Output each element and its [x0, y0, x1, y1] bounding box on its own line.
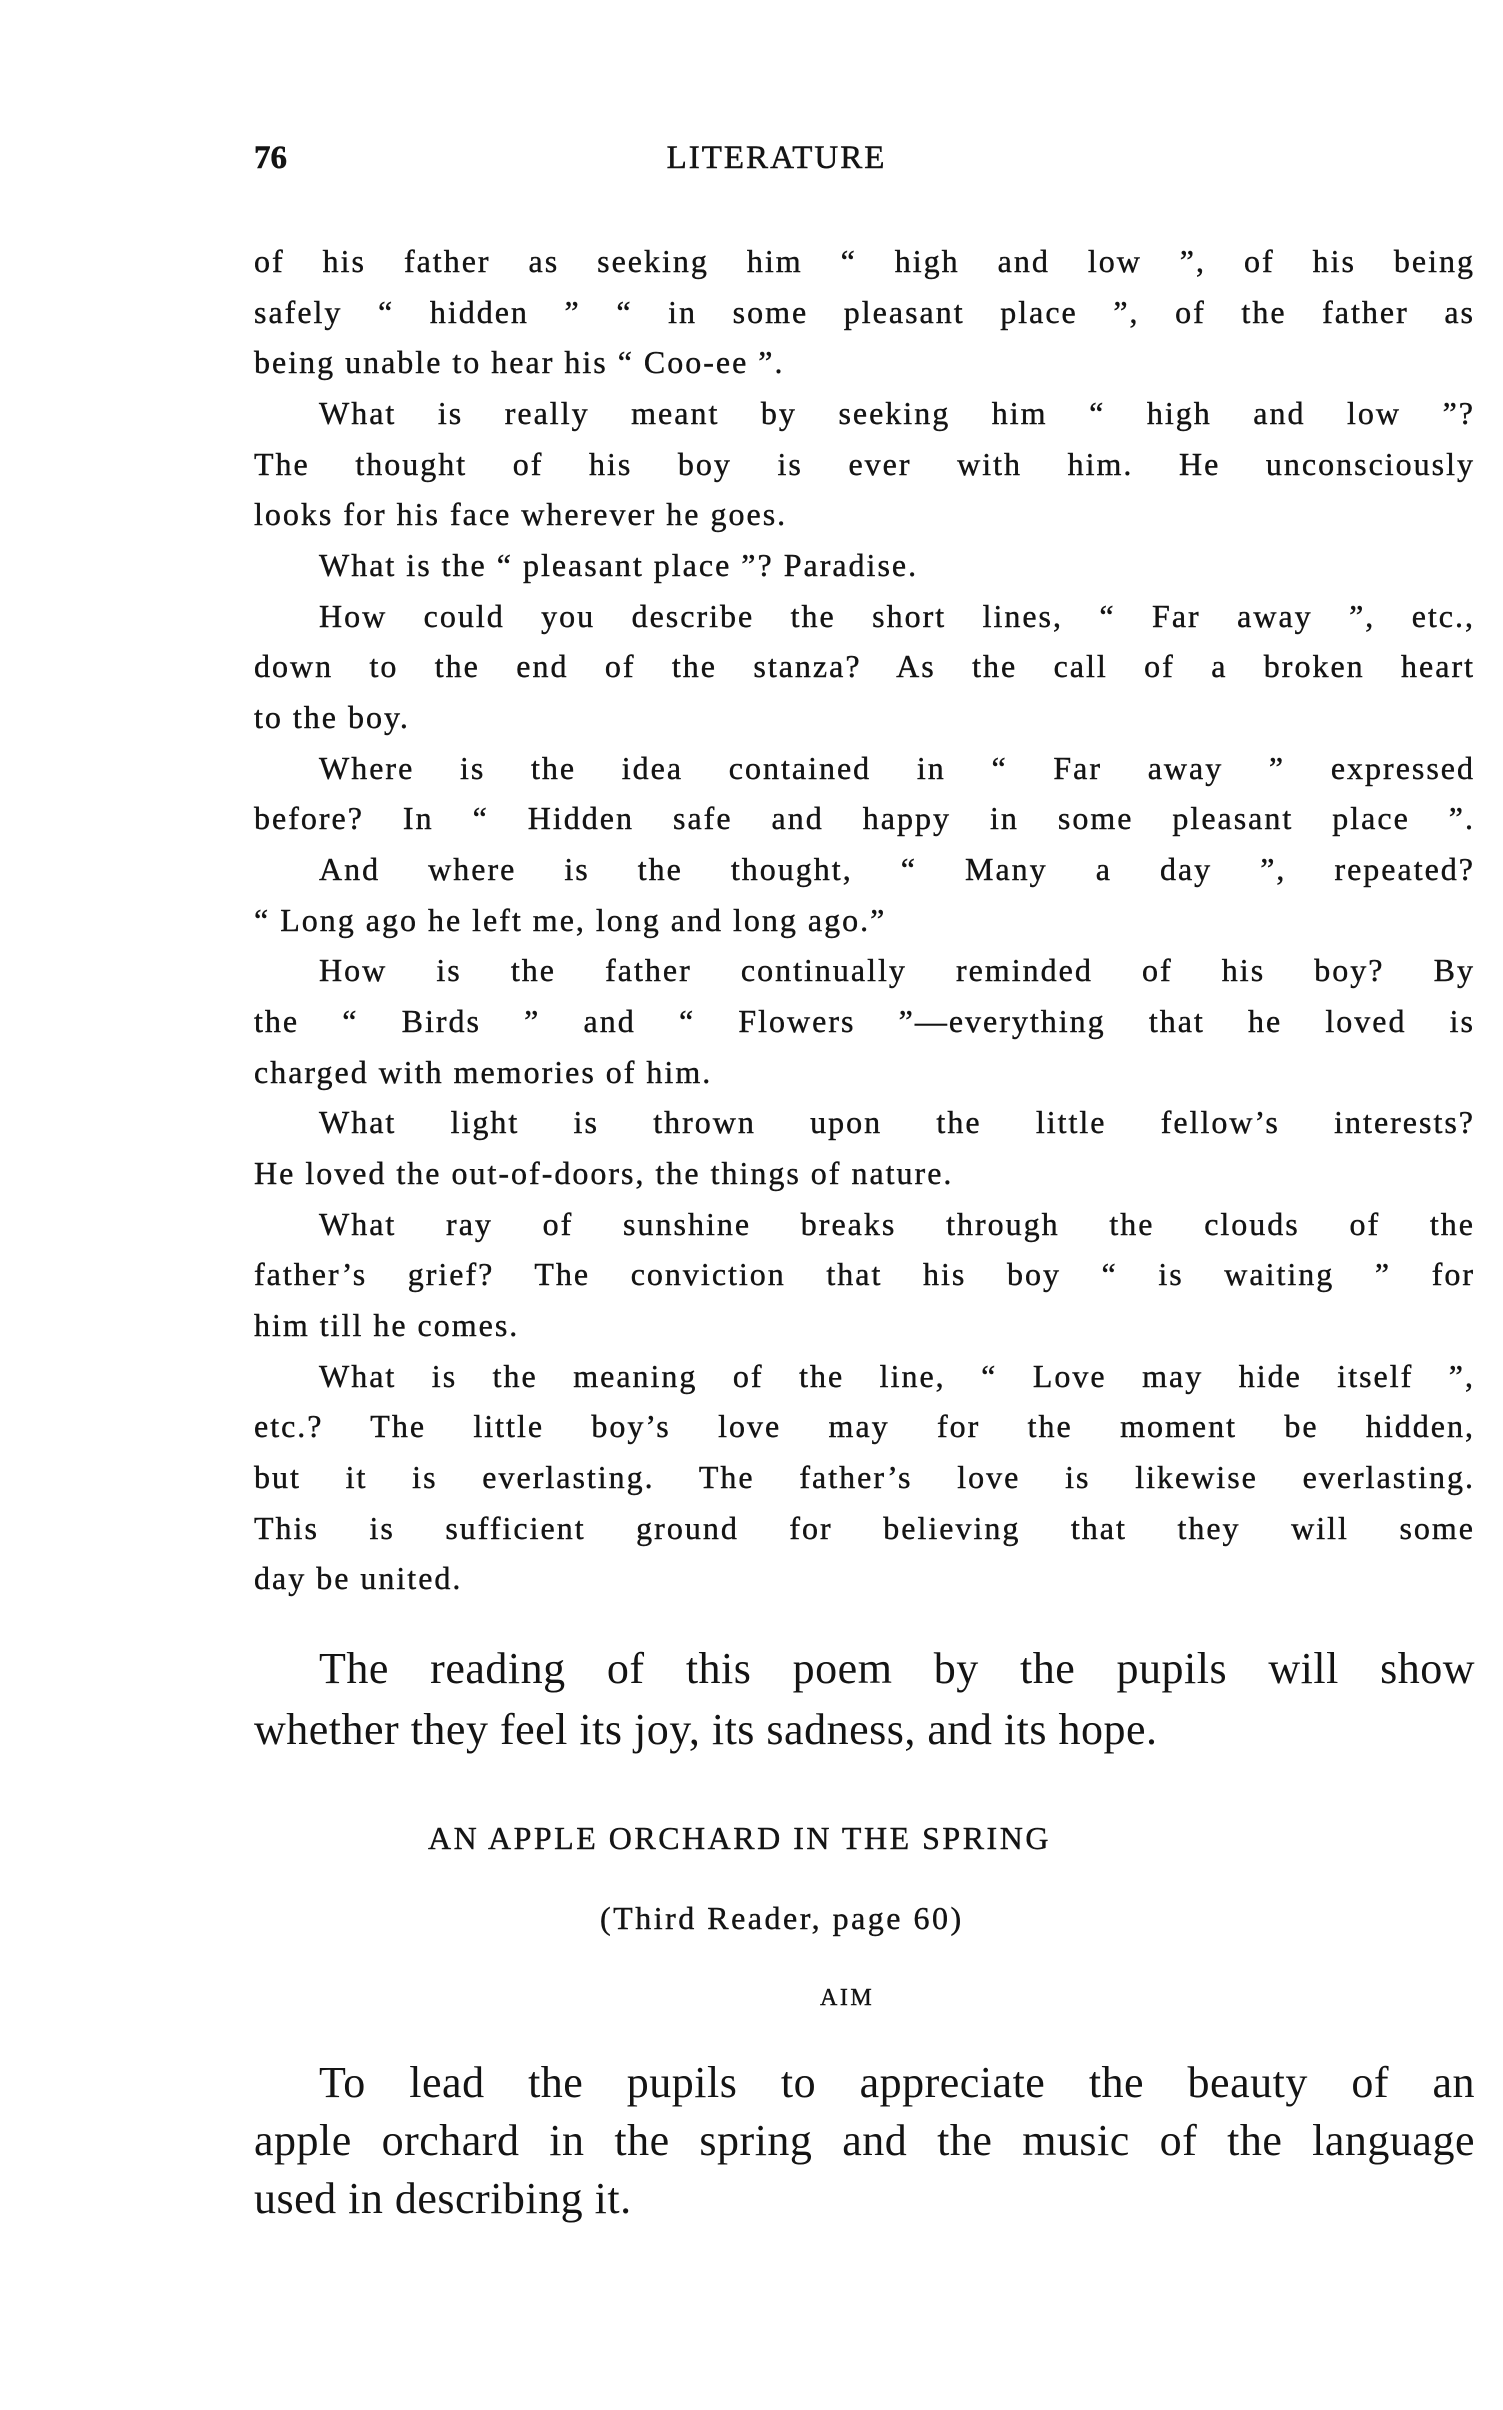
text-line: What is really meant by seeking him “ high and low ”? — [319, 394, 1475, 431]
text-line: used in describing it. — [254, 2174, 632, 2223]
text-line: looks for his face wherever he goes. — [254, 496, 788, 533]
text-line: etc.? The little boy’s love may for the moment be hidden, — [254, 1408, 1475, 1445]
text-line: To lead the pupils to appreciate the beauty of an — [319, 2058, 1475, 2107]
running-title: LITERATURE — [666, 140, 887, 176]
section-source: (Third Reader, page 60) — [600, 1900, 964, 1936]
text-line: Where is the idea contained in “ Far away ” expressed — [319, 749, 1475, 786]
text-line: to the boy. — [254, 698, 410, 735]
text-line: What is the “ pleasant place ”? Paradise. — [319, 546, 919, 583]
text-line: before? In “ Hidden safe and happy in some pleasant place ”. — [254, 800, 1475, 837]
section-title: AN APPLE ORCHARD IN THE SPRING — [428, 1820, 1051, 1856]
text-line: down to the end of the stanza? As the call of a broken heart — [254, 648, 1475, 685]
text-line: What light is thrown upon the little fellow’s interests? — [319, 1104, 1475, 1141]
text-line: And where is the thought, “ Many a day ”, repeated? — [319, 850, 1475, 887]
text-line: him till he comes. — [254, 1306, 520, 1343]
text-line: He loved the out-of-doors, the things of nature. — [254, 1154, 954, 1191]
text-line: the “ Birds ” and “ Flowers ”—everything that he loved is — [254, 1002, 1475, 1039]
text-line: apple orchard in the spring and the music of the language — [254, 2116, 1475, 2165]
text-line: of his father as seeking him “ high and low ”, of his being — [254, 243, 1475, 279]
text-line: “ Long ago he left me, long and long ago.” — [254, 901, 887, 938]
text-line: safely “ hidden ” “ in some pleasant place ”, of the father as — [254, 293, 1475, 330]
text-line: being unable to hear his “ Coo-ee ”. — [254, 344, 785, 381]
text-line: charged with memories of him. — [254, 1053, 713, 1090]
text-line: whether they feel its joy, its sadness, and its hope. — [254, 1705, 1158, 1754]
text-line: The thought of his boy is ever with him. He unconsciously — [254, 445, 1475, 482]
text-line: but it is everlasting. The father’s love is likewise everlasting. — [254, 1458, 1475, 1495]
text-line: What ray of sunshine breaks through the clouds of the — [319, 1205, 1475, 1242]
text-line: What is the meaning of the line, “ Love may hide itself ”, — [319, 1357, 1475, 1394]
text-line: father’s grief? The conviction that his boy “ is waiting ” for — [254, 1256, 1475, 1293]
text-line: How is the father continually reminded of his boy? By — [319, 952, 1475, 989]
text-line: This is sufficient ground for believing that they will some — [254, 1509, 1475, 1546]
aim-heading: AIM — [820, 1985, 875, 2011]
text-line: day be united. — [254, 1560, 463, 1597]
text-line: The reading of this poem by the pupils will show — [319, 1644, 1475, 1693]
text-line: How could you describe the short lines, “ Far away ”, etc., — [319, 597, 1475, 634]
page-number: 76 — [254, 140, 287, 176]
